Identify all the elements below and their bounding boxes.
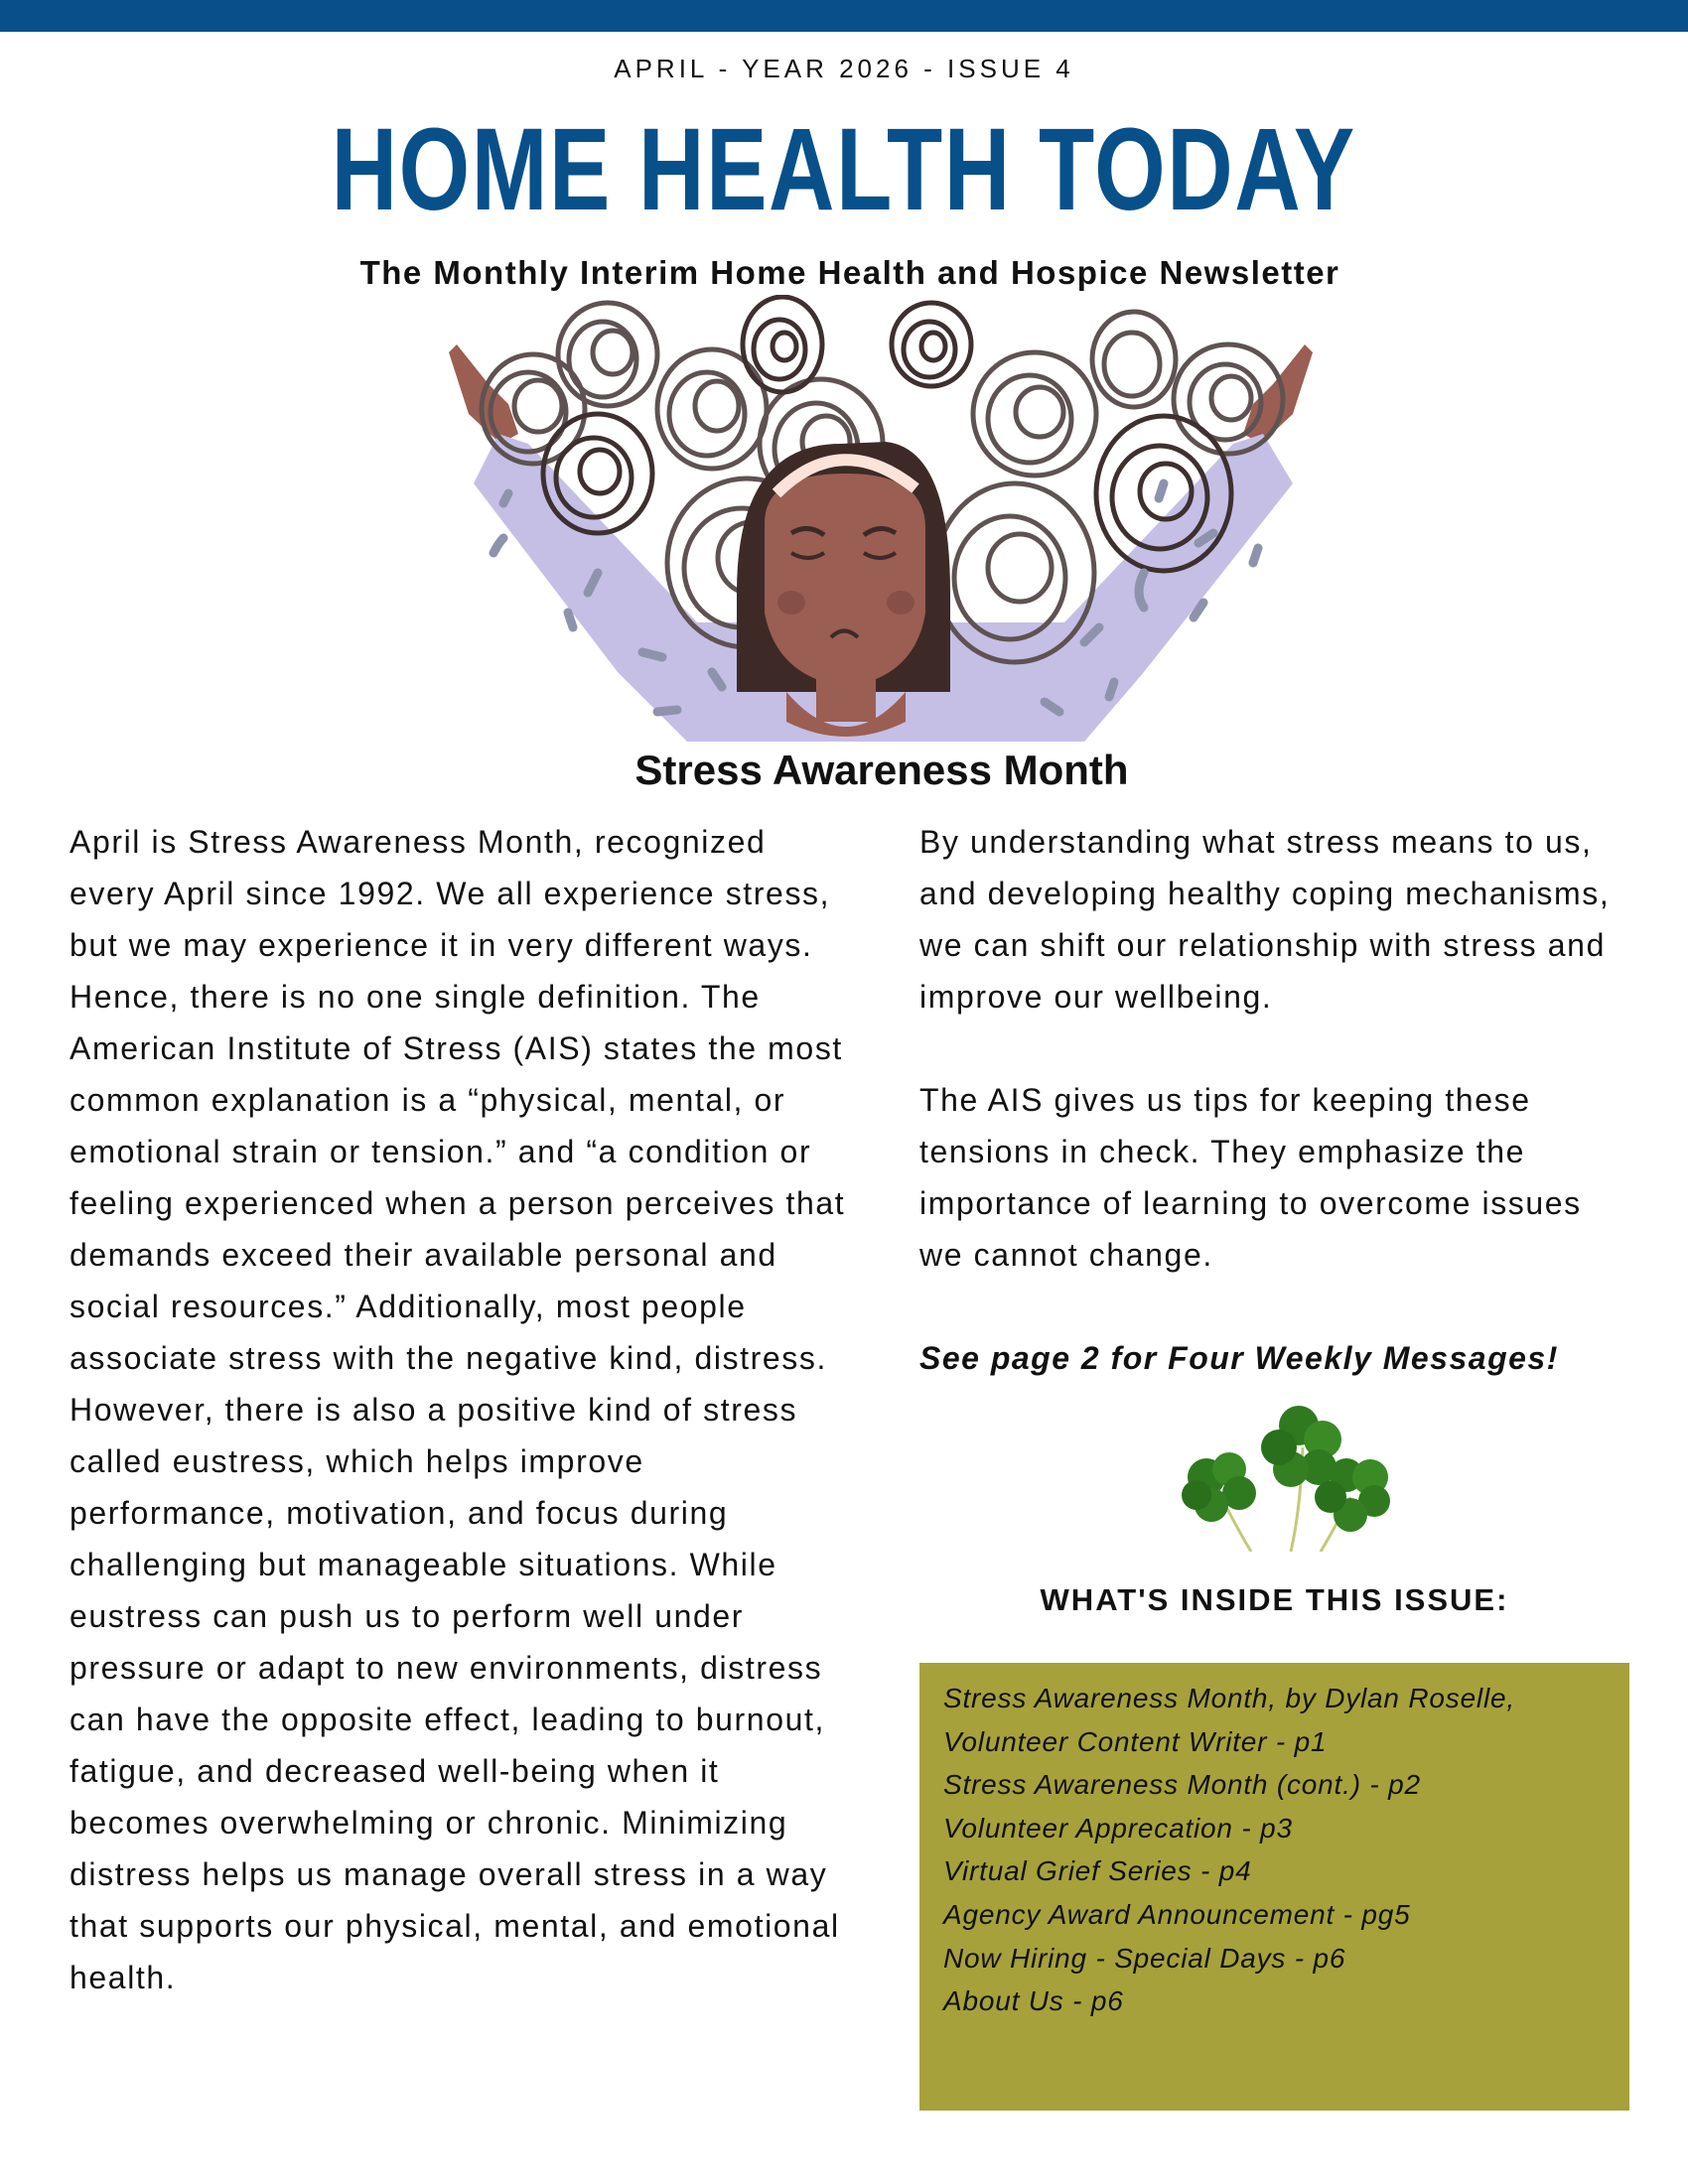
issue-line: APRIL - YEAR 2026 - ISSUE 4 bbox=[614, 54, 1074, 83]
article-title: Stress Awareness Month bbox=[634, 747, 1129, 793]
toc-item: Stress Awareness Month (cont.) - p2 bbox=[943, 1769, 1421, 1801]
toc-item: Agency Award Announcement - pg5 bbox=[943, 1898, 1411, 1930]
toc-item: Stress Awareness Month, by Dylan Roselle, bbox=[943, 1683, 1515, 1713]
shamrock-icon bbox=[1152, 1398, 1396, 1552]
toc-item: Volunteer Content Writer - p1 bbox=[943, 1725, 1328, 1757]
toc-item: Volunteer Apprecation - p3 bbox=[943, 1812, 1293, 1843]
table-of-contents-box bbox=[919, 1663, 1629, 2111]
left-shamrock-icon bbox=[1182, 1452, 1256, 1552]
article-body-paragraph: April is Stress Awareness Month, recognized every April since 1992. We all experience stress, but we may experience it in very different ways. Hence, there is no one single definition. The American Institute of Stress (AIS) states the most common explanation is a “physical, mental, or emotional strain or tension.” and “a condition or feeling experienced when a person perceives that demands exceed their available personal and social resources.” Additionally, most people associate stress with the negative kind, distress. However, there is also a positive kind of stress called eustress, which helps improve performance, motivation, and focus during challenging but manageable situations. While eustress can push us to perform well under pressure or adapt to new environments, distress can have the opposite effect, leading to burnout, fatigue, and decreased well-being when it becomes overwhelming or chronic. Minimizing distress helps us manage overall stress in a way that supports our physical, mental, and emotional health. bbox=[70, 824, 846, 1995]
ais-tips-paragraph: The AIS gives us tips for keeping these tensions in check. They emphasize the importance of learning to overcome issues we cannot change. bbox=[919, 1082, 1582, 1273]
article-left-column bbox=[70, 816, 854, 2003]
newsletter-subtitle: The Monthly Interim Home Health and Hospice Newsletter bbox=[359, 254, 1340, 291]
toc-item: Virtual Grief Series - p4 bbox=[943, 1855, 1252, 1887]
face bbox=[765, 474, 925, 687]
top-banner-bar bbox=[0, 0, 1688, 32]
center-shamrock-icon bbox=[1261, 1406, 1341, 1552]
toc-item: About Us - p6 bbox=[943, 1985, 1124, 2017]
newsletter-title-text: HOME HEALTH TODAY bbox=[331, 104, 1357, 235]
page-2-callout: See page 2 for Four Weekly Messages! bbox=[919, 1340, 1559, 1376]
newsletter-title bbox=[0, 104, 1688, 235]
toc-item: Now Hiring - Special Days - p6 bbox=[943, 1942, 1346, 1974]
coping-paragraph: By understanding what stress means to us, and developing healthy coping mechanisms, we can shift our relationship with stress and improve our wellbeing. bbox=[919, 824, 1611, 1015]
table-of-contents-list bbox=[919, 1663, 1629, 2023]
whats-inside-heading: WHAT'S INSIDE THIS ISSUE: bbox=[1040, 1582, 1509, 1617]
article-right-column bbox=[919, 816, 1634, 1384]
neck bbox=[816, 662, 876, 722]
stressed-woman-illustration bbox=[449, 295, 1313, 742]
